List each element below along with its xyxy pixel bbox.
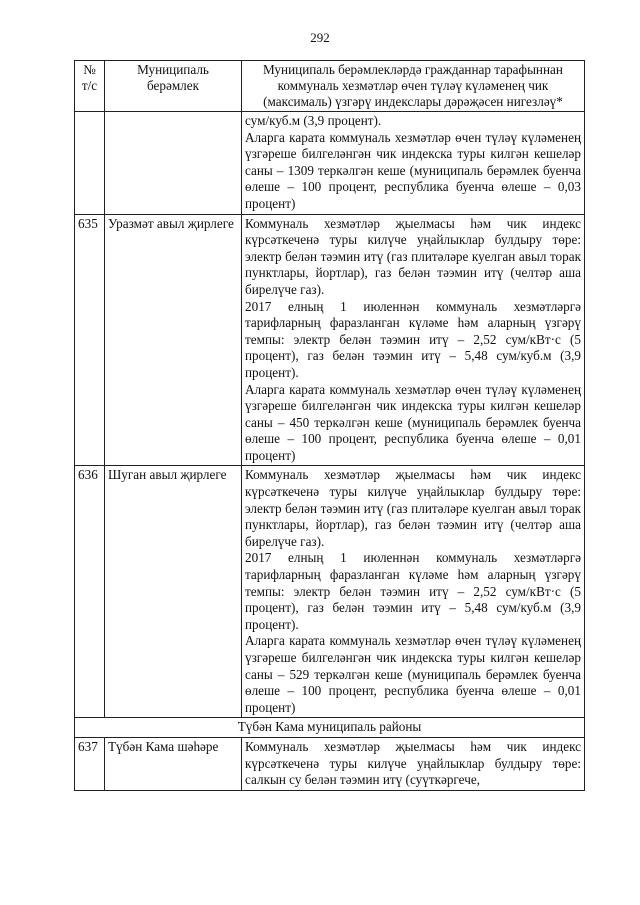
- header-description: Муниципаль берәмлекләрдә гражданнар тарафыннан коммуналь хезмәтләр өчен түләү күләменең чик (максималь) үзгәрү индекслары дәрәҗәсен нигезләү*: [242, 61, 585, 112]
- table-row: [75, 112, 585, 215]
- header-number-line2: т/с: [81, 78, 98, 93]
- row-municipality: Түбән Кама шәһәре: [105, 737, 242, 790]
- municipal-index-table: [74, 60, 585, 791]
- table-header-row: [75, 61, 585, 112]
- row-description: [242, 466, 585, 718]
- row-paragraph: Коммуналь хезмәтләр җыелмасы һәм чик индекс күрсәткеченә туры килүче уңайлыклар булдыру төре: электр белән тәэмин итү (газ плитәләре куелган авыл торак пунктлары, йортлар), газ белән тәэмин итү (челтәр аша бирелүче газ).: [245, 467, 581, 549]
- row-municipality: Уразмәт авыл җирлеге: [105, 214, 242, 466]
- row-description: [242, 214, 585, 466]
- row-paragraph: Коммуналь хезмәтләр җыелмасы һәм чик индекс күрсәткеченә туры килүче уңайлыклар булдыру төре: электр белән тәэмин итү (газ плитәләре куелган авыл торак пунктлары, йортлар), газ белән тәэмин итү (челтәр аша бирелүче газ).: [245, 215, 581, 297]
- row-description: [242, 737, 585, 790]
- row-paragraph: 2017 елның 1 июленнән коммуналь хезмәтләргә тарифларның фаразланган күләме һәм аларның үзгәрү темпы: электр белән тәэмин итү – 2,52 сум/кВт·с (5 процент), газ белән тәэмин итү – 5,48 сум/куб.м (3,9 процент).: [245, 550, 581, 632]
- district-header-row: [75, 718, 585, 738]
- row-number: 636: [75, 466, 105, 718]
- row-paragraph: сум/куб.м (3,9 процент).: [245, 113, 382, 128]
- row-municipality: Шуган авыл җирлеге: [105, 466, 242, 718]
- row-paragraph: Аларга карата коммуналь хезмәтләр өчен түләү күләменең үзгәреше билгеләнгән чик индекска туры килгән кешеләр саны – 450 теркәлгән кеше (муниципаль берәмлек буенча өлеше – 100 процент, республика буенча өлеше – 0,01 процент): [245, 381, 581, 463]
- row-description: [242, 112, 585, 215]
- header-municipality: [105, 61, 242, 112]
- row-municipality: [105, 112, 242, 215]
- row-paragraph: 2017 елның 1 июленнән коммуналь хезмәтләргә тарифларның фаразланган күләме һәм аларның үзгәрү темпы: электр белән тәэмин итү – 2,52 сум/кВт·с (5 процент), газ белән тәэмин итү – 5,48 сум/куб.м (3,9 процент).: [245, 298, 581, 380]
- row-paragraph: Аларга карата коммуналь хезмәтләр өчен түләү күләменең үзгәреше билгеләнгән чик индекска туры килгән кешеләр саны – 529 теркәлгән кеше (муниципаль берәмлек буенча өлеше – 100 процент, республика буенча өлеше – 0,01 процент): [245, 633, 581, 715]
- row-paragraph: Коммуналь хезмәтләр җыелмасы һәм чик индекс күрсәткеченә туры килүче уңайлыклар булдыру төре: салкын су белән тәэмин итү (суүткәргече,: [245, 738, 581, 788]
- row-number: 637: [75, 737, 105, 790]
- row-paragraph: Аларга карата коммуналь хезмәтләр өчен түләү күләменең үзгәреше билгеләнгән чик индекска туры килгән кешеләр саны – 1309 теркәлгән кеше (муниципаль берәмлек буенча өлеше – 100 процент, республика буенча өлеше – 0,03 процент): [245, 129, 581, 211]
- table-row: [75, 466, 585, 718]
- district-title: Түбән Кама муниципаль районы: [75, 718, 585, 738]
- table-row: [75, 214, 585, 466]
- header-municipality-line1: Муниципаль: [137, 62, 209, 77]
- row-number: [75, 112, 105, 215]
- header-municipality-line2: берәмлек: [146, 78, 200, 93]
- header-number-line1: №: [83, 62, 96, 77]
- header-number: [75, 61, 105, 112]
- row-number: 635: [75, 214, 105, 466]
- page-number: 292: [310, 30, 330, 45]
- table-row: [75, 737, 585, 790]
